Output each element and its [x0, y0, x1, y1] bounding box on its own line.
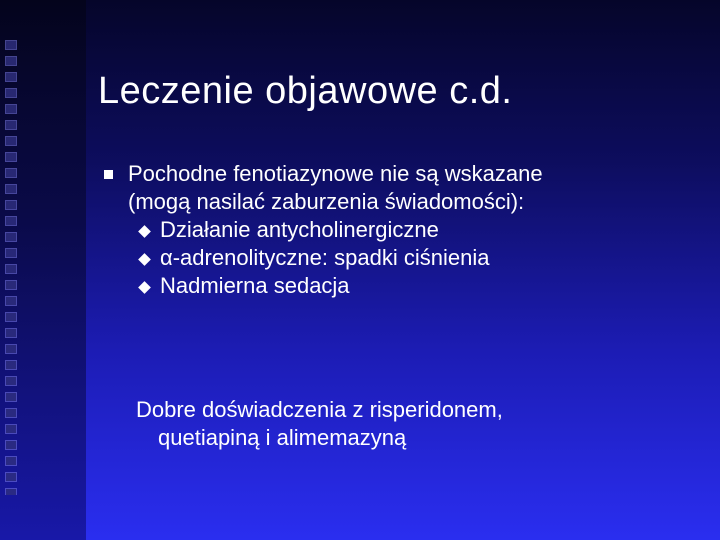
slide-title: Leczenie objawowe c.d.	[98, 70, 513, 112]
bullet-line-2: (mogą nasilać zaburzenia świadomości):	[128, 189, 525, 214]
diamond-bullet-icon	[138, 281, 151, 294]
sub-bullet-text: α-adrenolityczne: spadki ciśnienia	[160, 245, 490, 270]
bullet-list	[100, 160, 700, 300]
side-decoration-strip	[0, 0, 86, 540]
sub-bullet-item	[128, 244, 700, 272]
diamond-bullet-icon	[138, 225, 151, 238]
paragraph-line-1: Dobre doświadczenia z risperidonem,	[136, 397, 503, 422]
square-bullet-icon	[104, 170, 113, 179]
bullet-item	[100, 160, 700, 300]
summary-paragraph	[136, 396, 696, 452]
sub-bullet-text: Nadmierna sedacja	[160, 273, 350, 298]
sub-bullet-text: Działanie antycholinergiczne	[160, 217, 439, 242]
bullet-line-1: Pochodne fenotiazynowe nie są wskazane	[128, 161, 543, 186]
side-square-pattern	[5, 40, 17, 495]
sub-bullet-list	[128, 216, 700, 300]
diamond-bullet-icon	[138, 253, 151, 266]
paragraph-line-2: quetiapiną i alimemazyną	[158, 425, 407, 450]
sub-bullet-item	[128, 216, 700, 244]
sub-bullet-item	[128, 272, 700, 300]
